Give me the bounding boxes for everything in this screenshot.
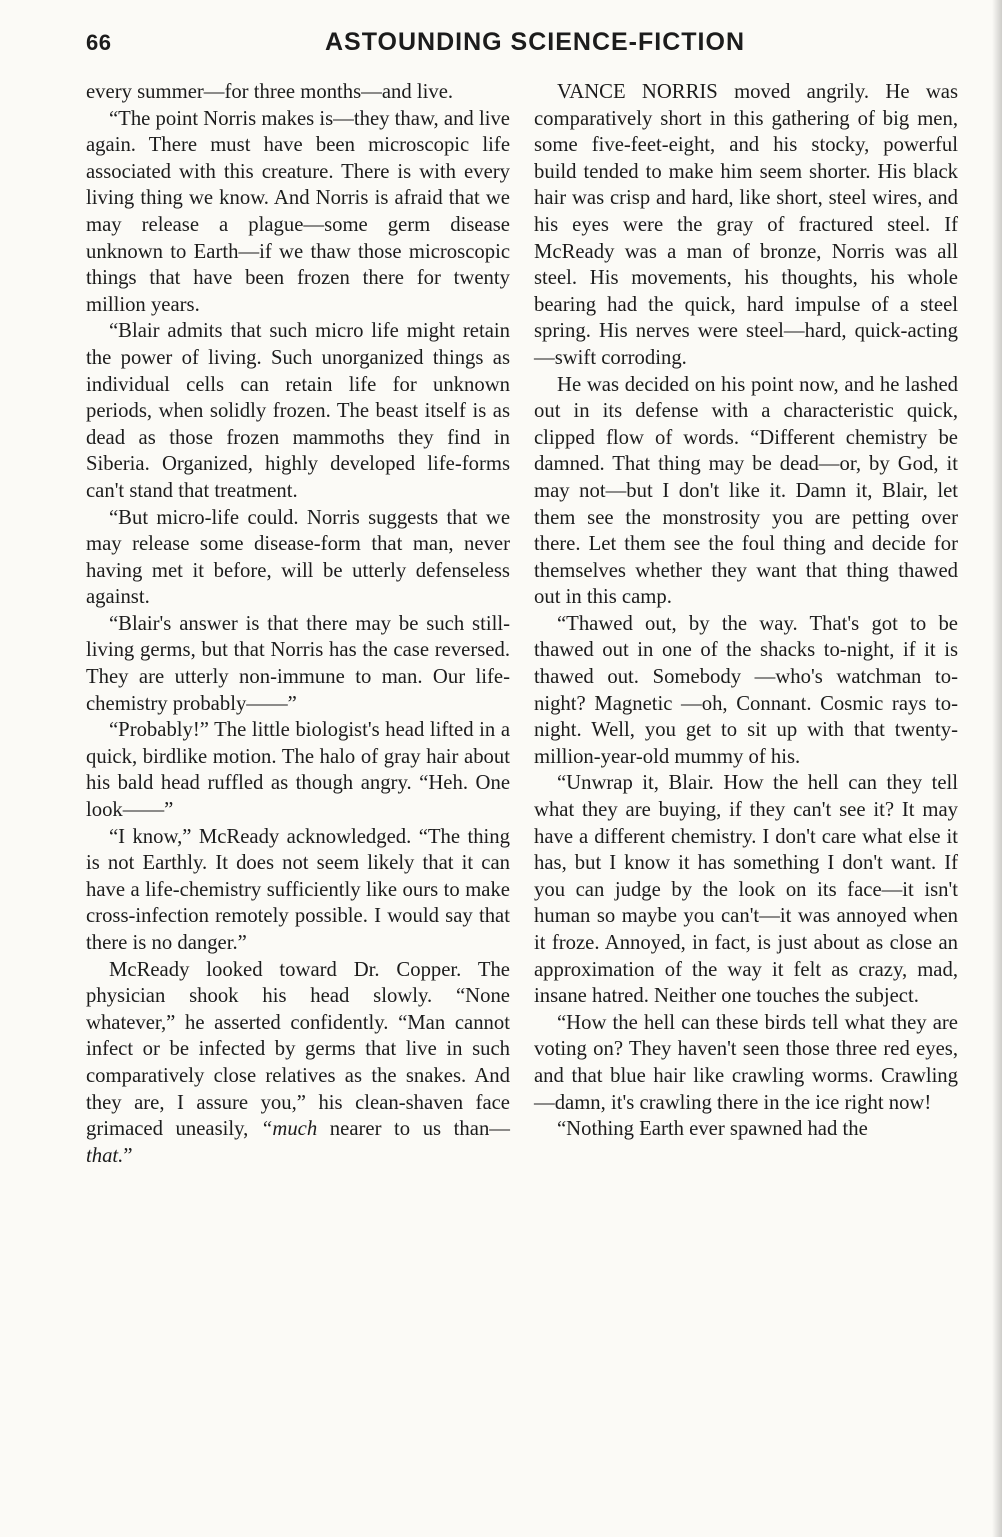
paragraph: “Blair's answer is that there may be such still-living germs, but that Norris has the case reversed. They are utterly non-immune to man. Our life-chemistry probably——” — [86, 612, 510, 715]
paragraph: “Blair admits that such micro life might retain the power of living. Such unorganized things as individual cells can retain life for unknown periods, when solidly frozen. The beast itself is as dead as those frozen mammoths they find in Siberia. Organized, highly developed life-forms can't stand that treatment. — [86, 320, 510, 502]
paragraph: “The point Norris makes is—they thaw, and live again. There must have been microscopic life associated with this creature. There is with every living thing we know. And Norris is afraid that we may release a plague—some germ disease unknown to Earth—if we thaw those microscopic things that have been frozen there for twenty million years. — [86, 107, 510, 316]
paragraph: “Nothing Earth ever spawned had the — [557, 1118, 868, 1141]
paragraph: “Unwrap it, Blair. How the hell can they tell what they are buying, if they can't see it? It may have a different chemistry. I don't care what else it has, but I know it has something I don't want. If you can judge by the look on its face—it isn't human so maybe you can't—it was annoyed when it froze. Annoyed, in fact, is just about as close an approximation of the way it felt as crazy, mad, insane hatred. Neither one touches the subject. — [534, 772, 958, 1008]
paragraph: VANCE NORRIS moved angrily. He was comparatively short in this gathering of big men, some five-feet-eight, and his stocky, powerful build tended to make him seem shorter. His black hair was crisp and hard, like short, steel wires, and his eyes were the gray of fractured steel. If McReady was a man of bronze, Norris was all steel. His movements, his thoughts, his whole bearing had the quick, hard impulse of a steel spring. His nerves were steel—hard, quick-acting—swift corroding. — [534, 81, 958, 369]
paragraph-text: nearer to us than— — [317, 1118, 510, 1141]
paragraph: He was decided on his point now, and he lashed out in its defense with a characteristic quick, clipped flow of words. “Different chemistry be damned. That thing may be dead—or, by God, it may not—but I don't like it. Damn it, Blair, let them see the monstrosity you are petting over there. Let them see the foul thing and decide for themselves whether they want that thing thawed out in this camp. — [534, 373, 958, 609]
scan-edge-shadow — [992, 0, 1002, 1537]
page-number: 66 — [86, 30, 112, 55]
paragraph: “Probably!” The little biologist's head lifted in a quick, birdlike motion. The halo of gray hair about his bald head ruffled as though angry. “Heh. One look——” — [86, 719, 510, 822]
emphasis-text: “much — [260, 1118, 318, 1141]
left-column — [86, 79, 510, 1169]
paragraph-text: McReady looked toward Dr. Copper. The physician shook his head slowly. “None whatever,” he asserted confidently. “Man cannot infect or be infected by germs that live in such comparatively close relatives as the snakes. And they are, I assure you,” his clean-shaven face grimaced uneasily, — [86, 958, 510, 1141]
right-column — [534, 79, 958, 1143]
paragraph-text: ” — [123, 1144, 133, 1167]
paragraph: every summer—for three months—and live. — [86, 81, 454, 103]
running-title: ASTOUNDING SCIENCE-FICTION — [325, 28, 745, 56]
emphasis-text: that. — [86, 1144, 124, 1167]
page-header — [86, 28, 954, 62]
paragraph: “I know,” McReady acknowledged. “The thing is not Earthly. It does not seem likely that it can have a life-chemistry sufficiently like ours to make cross-infection remotely possible. I would say that there is no danger.” — [86, 825, 510, 954]
paragraph: “How the hell can these birds tell what they are voting on? They haven't seen those three red eyes, and that blue hair like crawling worms. Crawling—damn, it's crawling there in the ice right now! — [534, 1011, 958, 1114]
paragraph: “Thawed out, by the way. That's got to be thawed out in one of the shacks to-night, if it is thawed out. Somebody —who's watchman to-night? Magnetic —oh, Connant. Cosmic rays to-night. Well, you get to sit up with that twenty-million-year-old mummy of his. — [534, 612, 958, 768]
paragraph: “But micro-life could. Norris suggests that we may release some disease-form that man, never having met it before, will be utterly defenseless against. — [86, 506, 510, 609]
paragraph — [86, 957, 510, 1170]
